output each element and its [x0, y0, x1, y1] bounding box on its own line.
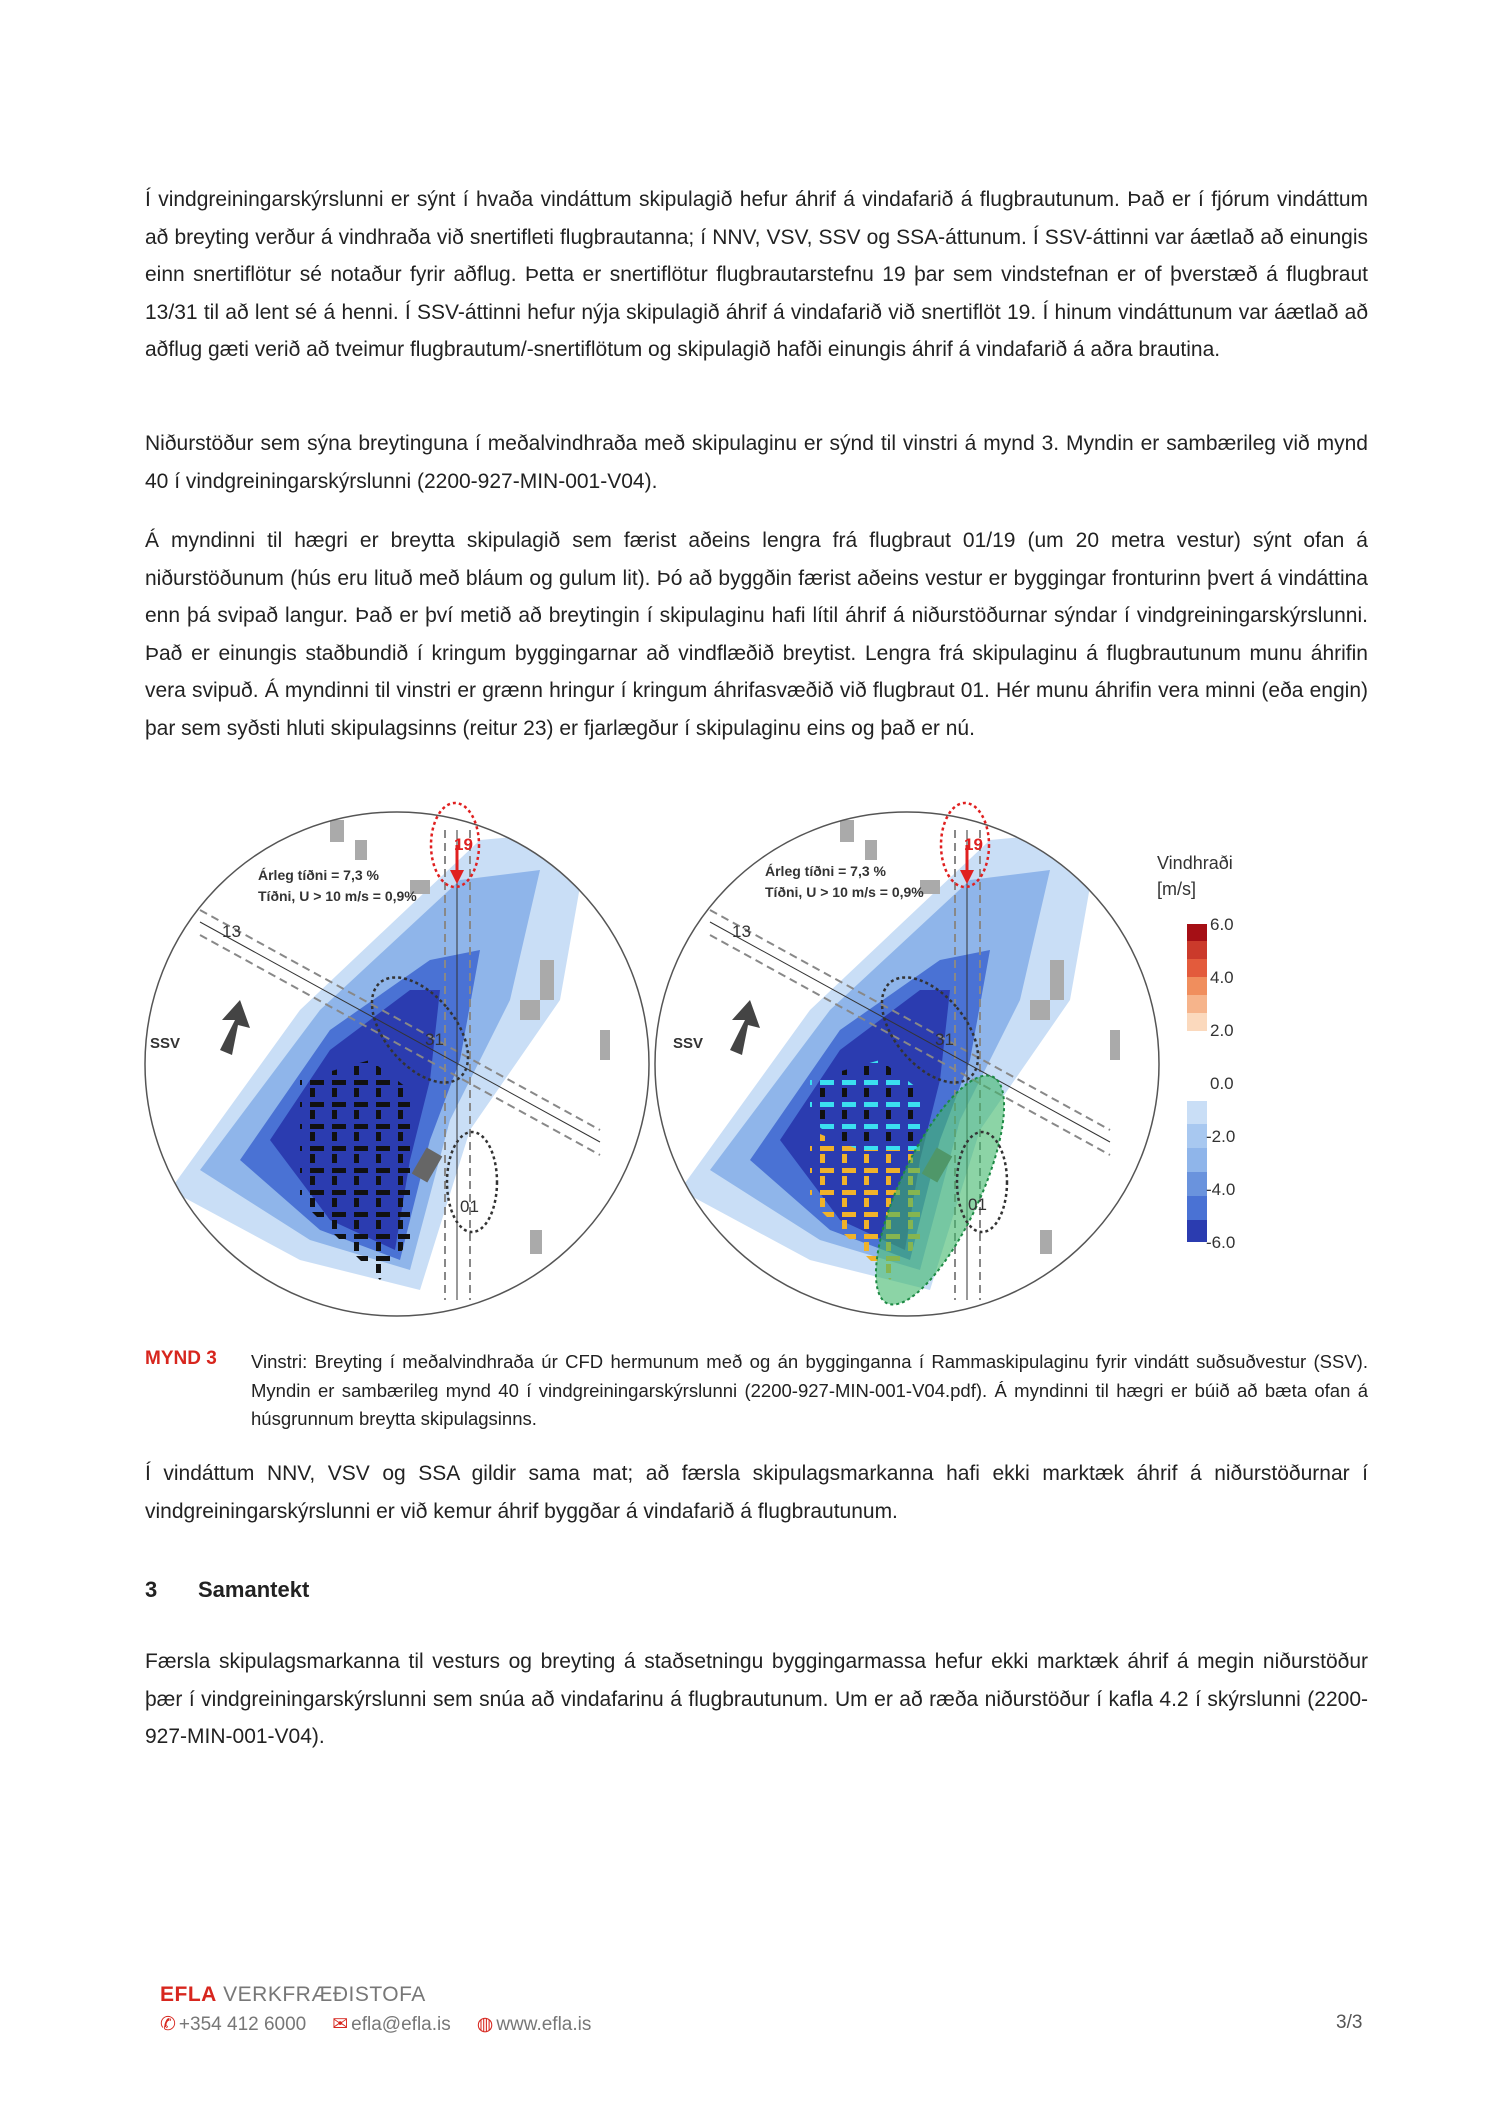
- page-number: 3/3: [1336, 2012, 1363, 2033]
- legend-tick: -2.0: [1206, 1127, 1236, 1146]
- footer-phone: +354 412 6000: [178, 2014, 307, 2035]
- paragraph-results: Niðurstöður sem sýna breytinguna í meðalvindhraða með skipulaginu er sýnd til vinstri á mynd 3. Myndin er sambærileg við mynd 40 í vindgreiningarskýrslunni (2200-927-MIN-001-V04).: [145, 432, 1368, 493]
- section-title: Samantekt: [198, 1577, 310, 1602]
- runway-label-31: 31: [425, 1030, 444, 1049]
- footer-logo: EFLA VERKFRÆÐISTOFA: [160, 1983, 426, 2006]
- paragraph-changed-plan: Á myndinni til hægri er breytta skipulagið sem færist aðeins lengra frá flugbraut 01/19 (um 20 metra vestur) sýnt ofan á niðurstöðunum (hús eru lituð með bláum og gulum lit). Þó að byggðin færist aðeins vestur er byggingar fronturinn þvert á vindáttina enn þá svipað langur. Það er því metið að breytingin í skipulaginu hafi lítil áhrif á niðurstöðurnar sýndar í vindgreiningarskýrslunni. Það er einungis staðbundið í kringum byggingarnar að vindflæðið breytist. Lengra frá skipulaginu á flugbrautunum munu áhrifin vera svipuð. Á myndinni til vinstri er grænn hringur í kringum áhrifasvæðið við flugbraut 01. Hér munu áhrifin vera minni (eða engin) þar sem syðsti hluti skipulagsinns (reitur 23) er fjarlægður í skipulaginu eins og það er nú.: [145, 529, 1368, 740]
- runway-label-19-right: 19: [964, 835, 983, 854]
- legend-title: Vindhraði: [1157, 853, 1233, 873]
- runway-label-01: 01: [460, 1197, 479, 1216]
- high-wind-frequency: Tíðni, U > 10 m/s = 0,9%: [258, 888, 417, 904]
- legend-tick: -6.0: [1206, 1233, 1236, 1252]
- figure-caption-label: MYND 3: [145, 1348, 217, 1369]
- legend-tick: 4.0: [1210, 968, 1234, 987]
- figure-caption: Vinstri: Breyting í meðalvindhraða úr CFD hermunum með og án bygginganna í Rammaskipulaginu fyrir vindátt suðsuðvestur (SSV). Myndin er sambærileg mynd 40 í vindgreiningarskýrslunni (2200-927-MIN-001-V04.pdf). Á myndinni til hægri er búið að bæta ofan á húsgrunnum breytta skipulagsinns.: [251, 1351, 1368, 1430]
- mail-icon: ✉: [332, 2014, 349, 2035]
- runway-label-01-right: 01: [968, 1195, 987, 1214]
- high-wind-frequency-right: Tíðni, U > 10 m/s = 0,9%: [765, 884, 924, 900]
- section-number: 3: [145, 1577, 158, 1602]
- globe-icon: ◍: [476, 2014, 494, 2035]
- wind-direction-label-right: SSV: [673, 1035, 704, 1052]
- colorbar: [1187, 924, 1207, 1242]
- paragraph-intro: Í vindgreiningarskýrslunni er sýnt í hvaða vindáttum skipulagið hefur áhrif á vindafarið á flugbrautunum. Það er í fjórum vindáttum að breyting verður á vindhraða við snertifleti flugbrautanna; í NNV, VSV, SSV og SSA-áttunum. Í SSV-áttinni var áætlað að einungis einn snertiflötur sé notaður fyrir aðflug. Þetta er snertiflötur flugbrautarstefnu 19 þar sem vindstefnan er of þverstæð á flugbraut 13/31 til að lent sé á henni. Í SSV-áttinni hefur nýja skipulagið áhrif á vindafarið við snertiflöt 19. Í hinum vindáttunum var áætlað að aðflug gæti verið að tveimur flugbrautum/-snertiflötum og skipulagið hafði einungis áhrif á vindafarið á aðra brautina.: [145, 188, 1368, 361]
- figure-wind-maps: [140, 800, 1400, 1340]
- runway-label-31-right: 31: [935, 1030, 954, 1049]
- legend-tick: 6.0: [1210, 915, 1234, 934]
- runway-label-13-right: 13: [732, 922, 751, 941]
- legend-tick: 2.0: [1210, 1021, 1234, 1040]
- legend-unit: [m/s]: [1157, 879, 1196, 899]
- footer-email[interactable]: efla@efla.is: [351, 2014, 451, 2035]
- legend-tick: 0.0: [1210, 1074, 1234, 1093]
- annual-frequency-right: Árleg tíðni = 7,3 %: [765, 863, 886, 879]
- runway-label-13: 13: [222, 922, 241, 941]
- paragraph-summary: Færsla skipulagsmarkanna til vesturs og breyting á staðsetningu byggingarmassa hefur ekki marktæk áhrif á megin niðurstöður þær í vindgreiningarskýrslunni sem snúa að vindafarinu á flugbrautunum. Um er að ræða niðurstöður í kafla 4.2 í skýrslunni (2200-927-MIN-001-V04).: [145, 1650, 1368, 1748]
- paragraph-other-directions: Í vindáttum NNV, VSV og SSA gildir sama mat; að færsla skipulagsmarkanna hafi ekki marktæk áhrif á niðurstöðurnar í vindgreiningarskýrslunni er við kemur áhrif byggðar á vindafarið á flugbrautunum.: [145, 1462, 1368, 1523]
- footer-contact: [160, 2013, 591, 2036]
- phone-icon: ✆: [160, 2014, 176, 2035]
- annual-frequency: Árleg tíðni = 7,3 %: [258, 867, 379, 883]
- wind-direction-label: SSV: [150, 1035, 181, 1052]
- legend-tick: -4.0: [1206, 1180, 1236, 1199]
- footer-web[interactable]: www.efla.is: [496, 2014, 592, 2035]
- runway-label-19: 19: [454, 835, 473, 854]
